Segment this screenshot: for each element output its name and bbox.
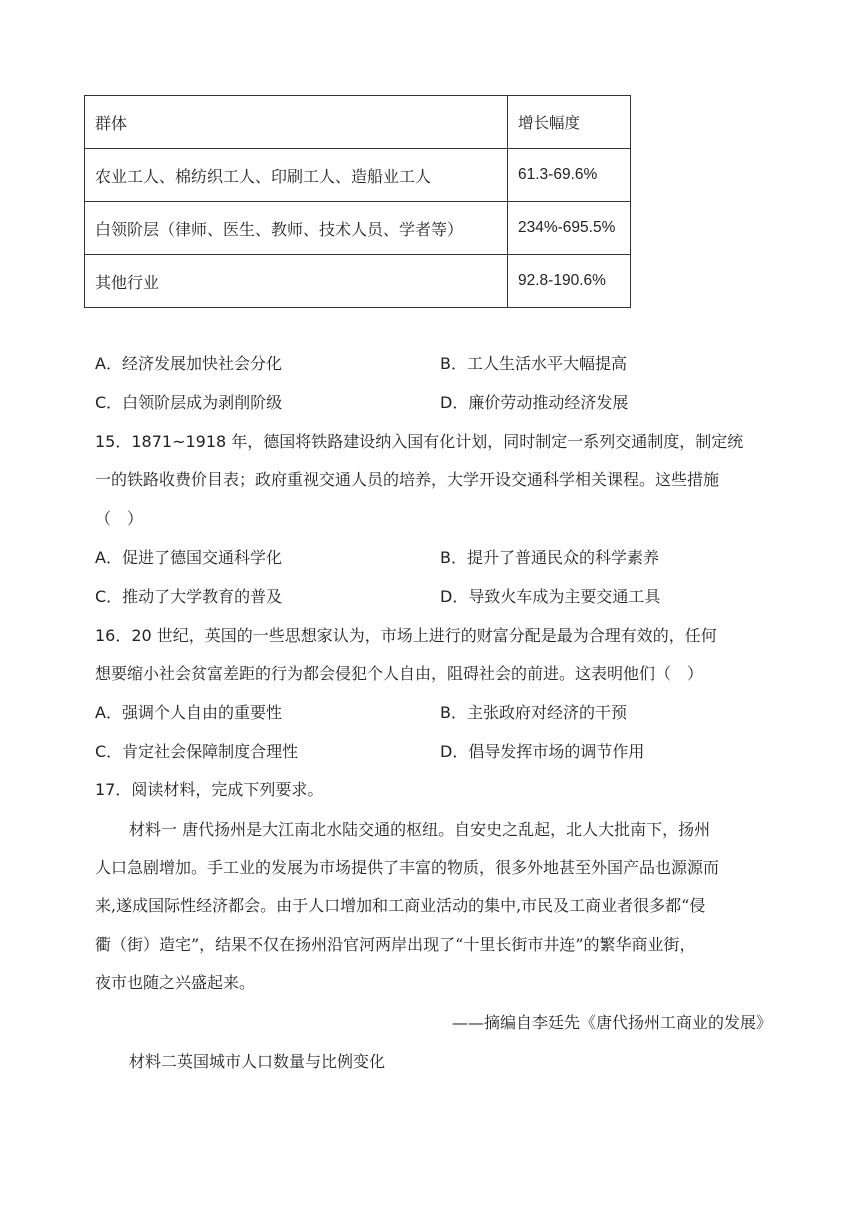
q16-option-a[interactable]: A．强调个人自由的重要性	[95, 703, 282, 722]
q17-intro: 17．阅读材料，完成下列要求。	[95, 780, 324, 799]
q14-option-c[interactable]: C．白领阶层成为剥削阶级	[95, 393, 283, 412]
q14-option-b[interactable]: B．工人生活水平大幅提高	[440, 354, 627, 373]
table-cell-growth: 234%-695.5%	[508, 202, 631, 255]
q15-option-d[interactable]: D．导致火车成为主要交通工具	[440, 587, 661, 606]
q16-option-c[interactable]: C．肯定社会保障制度合理性	[95, 742, 299, 761]
material-one-line1: 材料一 唐代扬州是大江南北水陆交通的枢纽。自安史之乱起，北人大批南下，扬州	[129, 820, 711, 839]
table-header-growth: 增长幅度	[508, 96, 631, 149]
table-header-row	[85, 96, 631, 149]
material-one-line5: 夜市也随之兴盛起来。	[95, 973, 256, 992]
material-one-line3: 来,遂成国际性经济都会。由于人口增加和工商业活动的集中,市民及工商业者很多都“侵	[95, 896, 706, 915]
table-cell-group: 白领阶层（律师、医生、教师、技术人员、学者等）	[85, 202, 508, 255]
growth-table	[84, 95, 631, 308]
q15-stem-line2: 一的铁路收费价目表；政府重视交通人员的培养，大学开设交通科学相关课程。这些措施	[95, 470, 720, 489]
q15-answer-blank: （ ）	[95, 509, 144, 528]
table-row	[85, 202, 631, 255]
material-one-line4: 衢（街）造宅”，结果不仅在扬州沿官河两岸出现了“十里长街市井连”的繁华商业街，	[95, 935, 696, 954]
q16-option-b[interactable]: B．主张政府对经济的干预	[440, 703, 627, 722]
q16-stem-line1: 16．20 世纪，英国的一些思想家认为，市场上进行的财富分配是最为合理有效的，任何	[95, 626, 717, 645]
table-row	[85, 149, 631, 202]
material-two-title: 材料二英国城市人口数量与比例变化	[129, 1052, 386, 1071]
table-cell-growth: 92.8-190.6%	[508, 255, 631, 308]
q14-option-a[interactable]: A．经济发展加快社会分化	[95, 354, 282, 373]
material-one-line2: 人口急剧增加。手工业的发展为市场提供了丰富的物质，很多外地甚至外国产品也源源而	[95, 858, 720, 877]
table-row	[85, 255, 631, 308]
table-cell-group: 农业工人、棉纺织工人、印刷工人、造船业工人	[85, 149, 508, 202]
q15-stem-line1: 15．1871~1918 年，德国将铁路建设纳入国有化计划，同时制定一系列交通制度，制定统	[95, 432, 744, 451]
q14-option-d[interactable]: D．廉价劳动推动经济发展	[440, 393, 629, 412]
q15-option-a[interactable]: A．促进了德国交通科学化	[95, 548, 282, 567]
q15-option-c[interactable]: C．推动了大学教育的普及	[95, 587, 283, 606]
q15-option-b[interactable]: B．提升了普通民众的科学素养	[440, 548, 659, 567]
table-cell-growth: 61.3-69.6%	[508, 149, 631, 202]
material-one-source: ——摘编自李廷先《唐代扬州工商业的发展》	[451, 1013, 772, 1032]
q16-option-d[interactable]: D．倡导发挥市场的调节作用	[440, 742, 645, 761]
q16-stem-line2: 想要缩小社会贫富差距的行为都会侵犯个人自由，阻碍社会的前进。这表明他们（ ）	[95, 664, 704, 683]
table-cell-group: 其他行业	[85, 255, 508, 308]
table-header-group: 群体	[85, 96, 508, 149]
